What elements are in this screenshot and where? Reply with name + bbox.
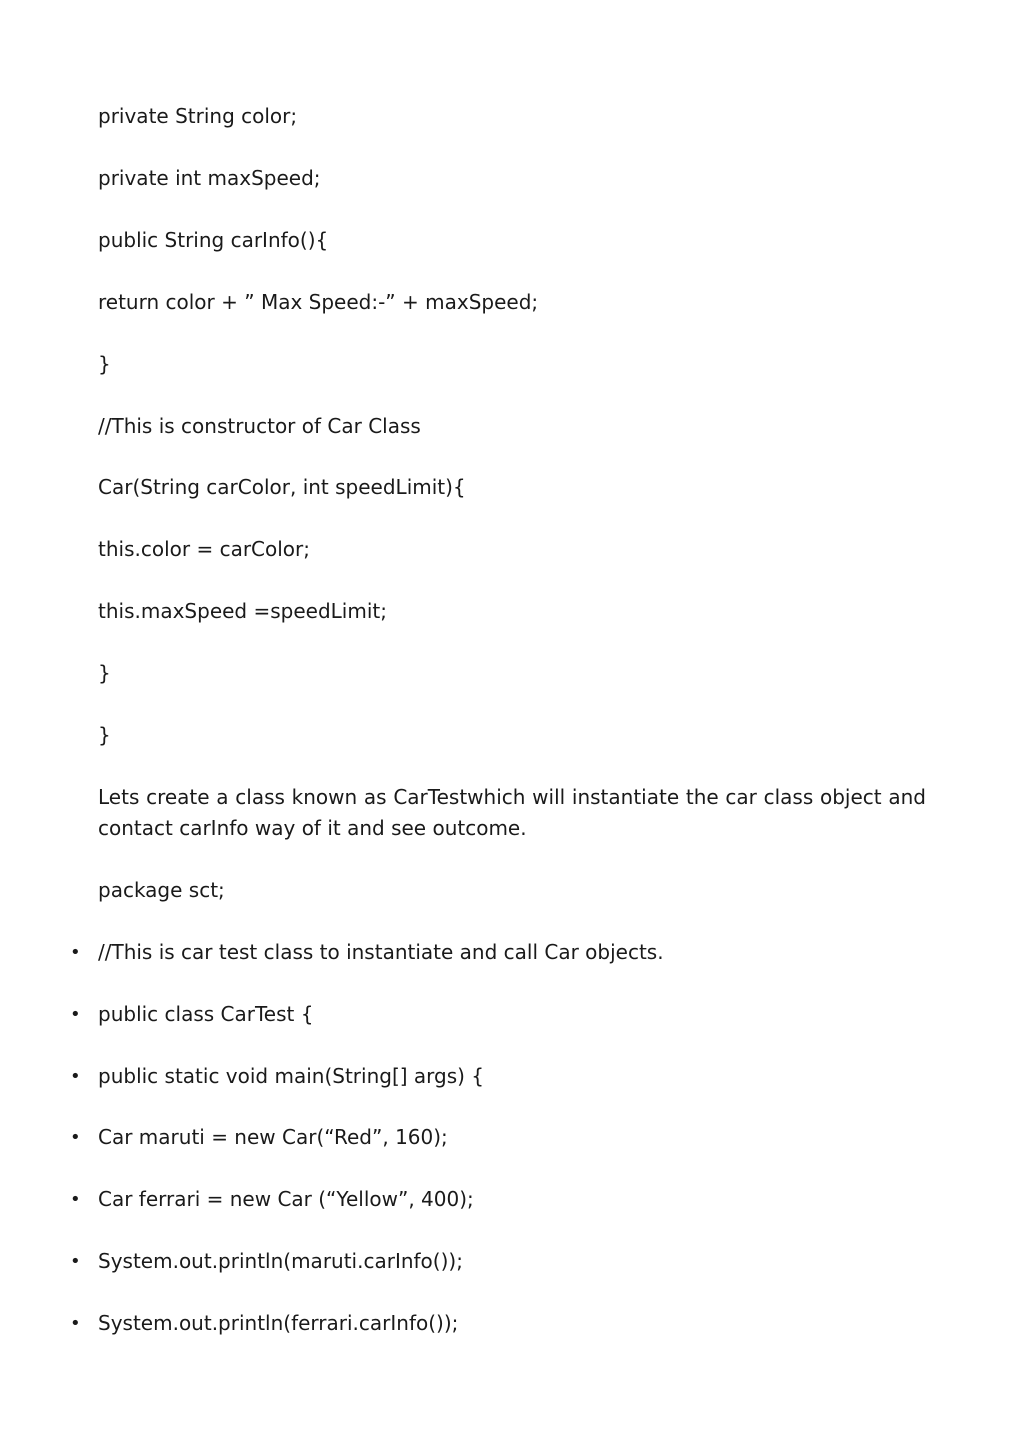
bullet-line: System.out.println(maruti.carInfo()); bbox=[98, 1249, 463, 1273]
bullet-line: System.out.println(ferrari.carInfo()); bbox=[98, 1311, 459, 1335]
bullet-line: Car ferrari = new Car (“Yellow”, 400); bbox=[98, 1187, 474, 1211]
bullet-dot: • bbox=[70, 1313, 81, 1334]
bullet-dot: • bbox=[70, 1251, 81, 1272]
code-line: } bbox=[98, 723, 111, 747]
code-line: this.maxSpeed =speedLimit; bbox=[98, 599, 387, 623]
code-line: Car(String carColor, int speedLimit){ bbox=[98, 475, 466, 499]
bullet-dot: • bbox=[70, 1189, 81, 1210]
code-line: private String color; bbox=[98, 104, 298, 128]
code-line: public String carInfo(){ bbox=[98, 228, 329, 252]
bullet-dot: • bbox=[70, 1127, 81, 1148]
bullet-line: Car maruti = new Car(“Red”, 160); bbox=[98, 1125, 448, 1149]
bullet-dot: • bbox=[70, 942, 81, 963]
bullet-dot: • bbox=[70, 1066, 81, 1087]
code-line: } bbox=[98, 661, 111, 685]
code-line: } bbox=[98, 352, 111, 376]
bullet-line: //This is car test class to instantiate and call Car objects. bbox=[98, 940, 664, 964]
bullet-line: public class CarTest { bbox=[98, 1002, 314, 1026]
code-line: private int maxSpeed; bbox=[98, 166, 321, 190]
explanation-paragraph: Lets create a class known as CarTestwhich will instantiate the car class object and contact carInfo way of it and see outcome. bbox=[98, 785, 926, 840]
code-line: return color + ” Max Speed:-” + maxSpeed; bbox=[98, 290, 539, 314]
bullet-dot: • bbox=[70, 1004, 81, 1025]
package-line: package sct; bbox=[98, 878, 225, 902]
bullet-line: public static void main(String[] args) { bbox=[98, 1064, 485, 1088]
code-comment-line: //This is constructor of Car Class bbox=[98, 414, 421, 438]
code-line: this.color = carColor; bbox=[98, 537, 311, 561]
